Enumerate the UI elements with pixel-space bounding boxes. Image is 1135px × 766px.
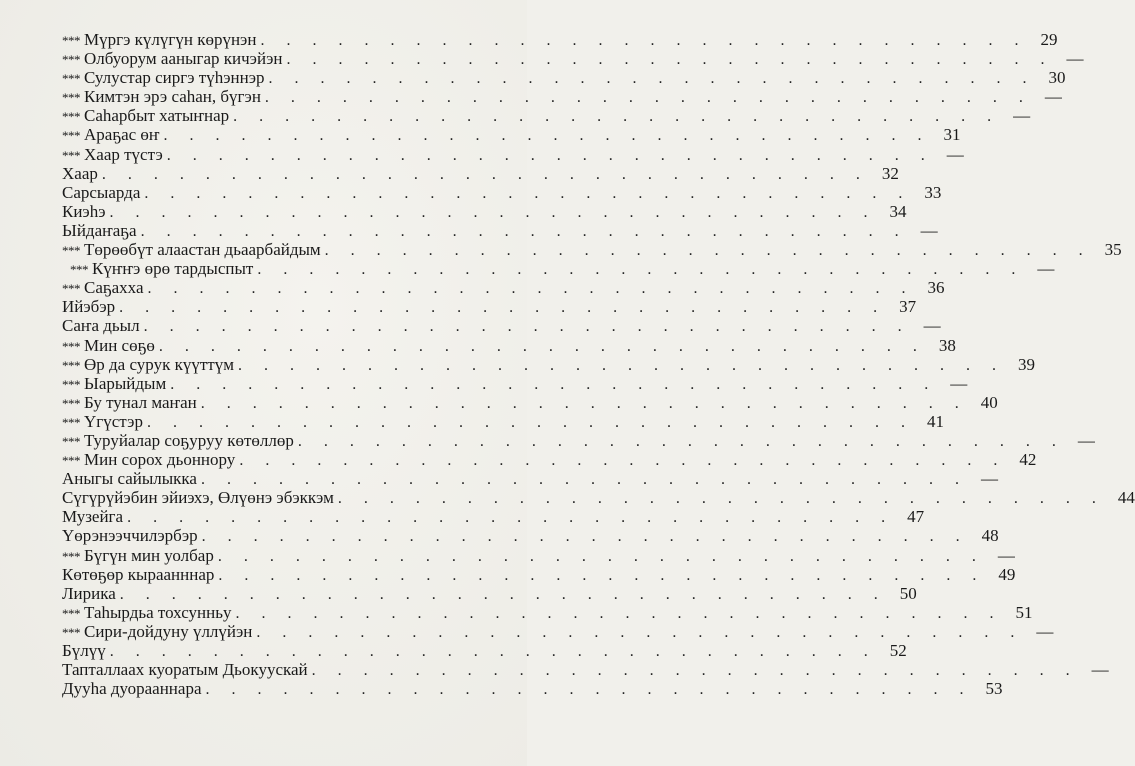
- toc-entry: [62, 144, 964, 164]
- toc-entry: [62, 526, 999, 546]
- toc-entry-title-text: Үөрэнээччилэрбэр: [62, 526, 198, 546]
- dot-leader: . . . . . . . . . . . . . . . . . . . . . . . . . . . . . .: [147, 280, 915, 298]
- toc-entry-title: [62, 355, 234, 375]
- toc-entry: [62, 373, 968, 393]
- dot-leader: . . . . . . . . . . . . . . . . . . . . . . . . . . . . . .: [158, 337, 926, 355]
- toc-entry: [62, 564, 1016, 584]
- toc-entry-title: [62, 336, 155, 356]
- toc-entry: [62, 488, 1135, 508]
- toc-entry-title: [62, 526, 198, 545]
- toc-entry: [62, 297, 917, 317]
- toc-entry: [62, 545, 1015, 565]
- dot-leader: . . . . . . . . . . . . . . . . . . . . . . . . . . . . . .: [127, 509, 895, 527]
- toc-entry-title-text: Хаар түстэ: [84, 144, 163, 164]
- toc-entry-title-text: Көтөҕөр кыраанннар: [62, 564, 215, 584]
- toc-page-number: —: [1013, 106, 1031, 126]
- asterisks-marker: ***: [62, 624, 80, 640]
- toc-page-number: 32: [881, 163, 899, 183]
- dot-leader: . . . . . . . . . . . . . . . . . . . . . . . . . . . . . .: [268, 70, 1036, 88]
- toc-entry-title-text: Аныгы сайылыкка: [62, 469, 197, 489]
- asterisks-marker: ***: [62, 433, 80, 449]
- toc-page-number: 41: [926, 411, 944, 431]
- toc-entry-title-text: Саҕахха: [84, 278, 144, 298]
- toc-page-number: —: [920, 220, 938, 240]
- dot-leader: . . . . . . . . . . . . . . . . . . . . . . . . . . . . . .: [201, 528, 969, 546]
- toc-entry: [62, 220, 938, 240]
- toc-entry-title: [62, 49, 282, 69]
- toc-page-number: 39: [1017, 354, 1035, 374]
- toc-page-number: 50: [899, 583, 917, 603]
- toc-entry-title: [62, 183, 140, 202]
- toc-page-number: 36: [927, 278, 945, 298]
- toc-entry-title: [62, 278, 144, 298]
- asterisks-marker: ***: [62, 128, 80, 144]
- toc-entry-title-text: Хаар: [62, 163, 98, 183]
- toc-entry-title-text: Олбуорум ааныгар кичэйэн: [84, 49, 283, 69]
- asterisks-marker: ***: [62, 357, 80, 373]
- toc-entry-title: [62, 622, 252, 642]
- toc-entry-title-text: Сири-дойдуну үллүйэн: [84, 621, 253, 641]
- toc-entry-title: [62, 164, 98, 183]
- dot-leader: . . . . . . . . . . . . . . . . . . . . . . . . . . . . . .: [200, 471, 968, 489]
- toc-page-number: —: [1036, 621, 1054, 641]
- toc-entry-title: [62, 488, 334, 507]
- toc-page-number: 37: [899, 297, 917, 317]
- asterisks-marker: ***: [62, 90, 80, 106]
- toc-entry: [62, 106, 1031, 126]
- asterisks-marker: ***: [62, 109, 80, 125]
- dot-leader: . . . . . . . . . . . . . . . . . . . . . . . . . . . . . .: [337, 490, 1105, 508]
- dot-leader: . . . . . . . . . . . . . . . . . . . . . . . . . . . . . .: [264, 89, 1032, 107]
- toc-entry-title: [62, 393, 197, 413]
- toc-page-number: 53: [985, 679, 1003, 699]
- asterisks-marker: ***: [62, 52, 80, 68]
- toc-page-number: —: [1066, 49, 1084, 69]
- toc-page-number: —: [997, 545, 1015, 565]
- toc-entry: [62, 125, 961, 145]
- dot-leader: . . . . . . . . . . . . . . . . . . . . . . . . . . . . . .: [101, 165, 869, 183]
- toc-page-number: 42: [1019, 450, 1037, 470]
- toc-entry-title-text: Төрөөбүт алаастан дьаарбайдым: [84, 240, 321, 260]
- toc-page-number: 40: [980, 392, 998, 412]
- toc-entry: [62, 660, 1109, 680]
- toc-page-number: —: [980, 469, 998, 489]
- asterisks-marker: ***: [62, 605, 80, 621]
- toc-entry-title-text: Лирика: [62, 583, 116, 603]
- toc-entry: [62, 469, 998, 489]
- toc-page-number: 47: [907, 507, 925, 527]
- toc-entry-title-text: Сарсыарда: [62, 182, 141, 202]
- asterisks-marker: ***: [62, 453, 80, 469]
- dot-leader: . . . . . . . . . . . . . . . . . . . . . . . . . . . . . .: [239, 452, 1007, 470]
- toc-page-number: 44: [1117, 488, 1135, 508]
- toc-entry-title: [62, 145, 163, 165]
- asterisks-marker: ***: [62, 338, 80, 354]
- toc-entry-title: [62, 87, 261, 107]
- toc-entry: [62, 163, 899, 183]
- asterisks-marker: ***: [62, 281, 80, 297]
- dot-leader: . . . . . . . . . . . . . . . . . . . . . . . . . . . . . .: [235, 604, 1003, 622]
- toc-entry: [62, 621, 1054, 641]
- toc-entry-title-text: Бу тунал маҥан: [84, 392, 197, 412]
- asterisks-marker: ***: [62, 71, 80, 87]
- dot-leader: . . . . . . . . . . . . . . . . . . . . . . . . . . . . . .: [200, 394, 968, 412]
- toc-entry: [62, 392, 998, 412]
- toc-entry-title-text: Саҥа дьыл: [62, 316, 140, 336]
- toc-entry: [62, 507, 925, 527]
- toc-page-number: 49: [998, 564, 1016, 584]
- dot-leader: . . . . . . . . . . . . . . . . . . . . . . . . . . . . . .: [119, 585, 887, 603]
- toc-entry: [62, 259, 1055, 279]
- toc-entry-title: [62, 68, 265, 88]
- toc-entry: [62, 602, 1033, 622]
- toc-entry-title: [62, 469, 197, 488]
- toc-page-number: 51: [1015, 602, 1033, 622]
- toc-page-number: —: [1077, 430, 1095, 450]
- toc-entry-title-text: Ыарыйдым: [84, 373, 167, 393]
- toc-page-number: 34: [889, 201, 907, 221]
- toc-page-number: —: [950, 373, 968, 393]
- toc-entry-title-text: Мүргэ күлүгүн көрүнэн: [84, 30, 257, 49]
- toc-entry-title: [62, 507, 123, 526]
- dot-leader: . . . . . . . . . . . . . . . . . . . . . . . . . . . . . .: [146, 413, 914, 431]
- toc-page-number: —: [923, 316, 941, 336]
- toc-page-number: 38: [938, 335, 956, 355]
- dot-leader: . . . . . . . . . . . . . . . . . . . . . . . . . . . . . .: [140, 222, 908, 240]
- toc-entry: [62, 583, 917, 603]
- dot-leader: . . . . . . . . . . . . . . . . . . . . . . . . . . . . . .: [324, 242, 1092, 260]
- toc-entry-title: [62, 412, 143, 432]
- toc-entry-title: [62, 641, 106, 660]
- dot-leader: . . . . . . . . . . . . . . . . . . . . . . . . . . . . . .: [109, 203, 877, 221]
- toc-page-number: —: [946, 144, 964, 164]
- asterisks-marker: ***: [62, 33, 80, 48]
- toc-page-number: 30: [1048, 68, 1066, 88]
- toc-entry-title: [62, 125, 160, 145]
- dot-leader: . . . . . . . . . . . . . . . . . . . . . . . . . . . . . .: [256, 623, 1024, 641]
- toc-entry-title-text: Мин сорох дьоннору: [84, 450, 236, 470]
- toc-page-number: 48: [981, 526, 999, 546]
- toc-entry-title-text: Өр да сурук күүттүм: [84, 354, 234, 374]
- toc-entry: [62, 68, 1066, 88]
- toc-entry-title-text: Саһарбыт хатыҥнар: [84, 106, 230, 126]
- toc-entry: [62, 87, 1062, 107]
- toc-page-number: —: [1091, 660, 1109, 680]
- toc-page-number: 35: [1104, 240, 1122, 260]
- asterisks-marker: ***: [62, 147, 80, 163]
- table-of-contents: [62, 30, 1135, 699]
- toc-entry-title-text: Кимтэн эрэ саһан, бүгэн: [84, 87, 261, 107]
- toc-entry-title-text: Таһырдьа тохсунньу: [84, 602, 232, 622]
- toc-page-number: —: [1037, 259, 1055, 279]
- asterisks-marker: ***: [62, 395, 80, 411]
- toc-entry: [62, 182, 942, 202]
- toc-entry-title-text: Музейга: [62, 507, 124, 527]
- toc-entry-title-text: Ийэбэр: [62, 297, 116, 317]
- dot-leader: . . . . . . . . . . . . . . . . . . . . . . . . . . . . . .: [237, 356, 1005, 374]
- toc-entry-title-text: Тапталлаах куоратым Дьокуускай: [62, 660, 308, 680]
- toc-entry: [62, 335, 956, 355]
- dot-leader: . . . . . . . . . . . . . . . . . . . . . . . . . . . . . .: [109, 643, 877, 660]
- toc-entry-title: [62, 240, 321, 260]
- toc-entry-title: [70, 259, 253, 279]
- toc-entry-title-text: Бүлүү: [62, 641, 106, 660]
- dot-leader: . . . . . . . . . . . . . . . . . . . . . . . . . . . . . .: [233, 108, 1001, 126]
- toc-entry-title: [62, 297, 115, 316]
- toc-entry-title: [62, 30, 256, 50]
- dot-leader: . . . . . . . . . . . . . . . . . . . . . . . . . . . . . .: [163, 127, 931, 145]
- asterisks-marker: ***: [62, 414, 80, 430]
- dot-leader: . . . . . . . . . . . . . . . . . . . . . . . . . . . . . .: [170, 375, 938, 393]
- dot-leader: . . . . . . . . . . . . . . . . . . . . . . . . . . . . . .: [257, 261, 1025, 279]
- toc-page-number: 33: [924, 182, 942, 202]
- toc-entry-title-text: Бүгүн мин уолбар: [84, 545, 214, 565]
- dot-leader: . . . . . . . . . . . . . . . . . . . . . . . . . . . . . .: [297, 432, 1065, 450]
- toc-entry: [62, 30, 1058, 49]
- toc-entry-title: [62, 316, 140, 335]
- dot-leader: . . . . . . . . . . . . . . . . . . . . . . . . . . . . . .: [143, 318, 911, 336]
- toc-entry-title-text: Күҥҥэ өрө тардыспыт: [92, 259, 254, 279]
- toc-entry: [62, 679, 1003, 699]
- dot-leader: . . . . . . . . . . . . . . . . . . . . . . . . . . . . . .: [217, 547, 985, 565]
- toc-entry: [62, 240, 1122, 260]
- toc-entry: [62, 450, 1037, 470]
- toc-entry: [62, 411, 944, 431]
- toc-entry-title: [62, 374, 166, 394]
- dot-leader: . . . . . . . . . . . . . . . . . . . . . . . . . . . . . .: [205, 681, 973, 699]
- toc-page-number: —: [1044, 87, 1062, 107]
- toc-entry: [62, 316, 941, 336]
- toc-entry-title-text: Ыйдаҥаҕа: [62, 220, 137, 240]
- dot-leader: . . . . . . . . . . . . . . . . . . . . . . . . . . . . . .: [260, 32, 1028, 49]
- toc-entry-title: [62, 221, 137, 240]
- toc-entry: [62, 278, 945, 298]
- toc-entry-title: [62, 660, 308, 679]
- toc-entry-title-text: Дууһа дуорааннара: [62, 679, 202, 699]
- toc-entry-title-text: Туруйалар соҕуруу көтөллөр: [84, 430, 294, 450]
- asterisks-marker: ***: [62, 376, 80, 392]
- asterisks-marker: ***: [62, 548, 80, 564]
- toc-entry-title-text: Сүгүрүйэбин эйиэхэ, Өлүөнэ эбэккэм: [62, 488, 334, 508]
- toc-entry-title-text: Мин сөҕө: [84, 335, 155, 355]
- toc-entry: [62, 430, 1095, 450]
- toc-entry-title: [62, 679, 202, 698]
- toc-entry: [62, 49, 1084, 69]
- toc-entry-title: [62, 565, 214, 584]
- dot-leader: . . . . . . . . . . . . . . . . . . . . . . . . . . . . . .: [311, 662, 1079, 680]
- toc-entry-title: [62, 431, 294, 451]
- toc-entry-title-text: Үгүстэр: [84, 411, 143, 431]
- dot-leader: . . . . . . . . . . . . . . . . . . . . . . . . . . . . . .: [119, 299, 887, 317]
- asterisks-marker: ***: [62, 243, 80, 259]
- toc-page-number: 52: [889, 641, 907, 660]
- toc-entry: [62, 354, 1035, 374]
- toc-entry-title: [62, 106, 229, 126]
- dot-leader: . . . . . . . . . . . . . . . . . . . . . . . . . . . . . .: [144, 184, 912, 202]
- dot-leader: . . . . . . . . . . . . . . . . . . . . . . . . . . . . . .: [166, 146, 934, 164]
- dot-leader: . . . . . . . . . . . . . . . . . . . . . . . . . . . . . .: [218, 566, 986, 584]
- toc-page-number: 29: [1040, 30, 1058, 49]
- toc-entry-title: [62, 202, 106, 221]
- toc-entry: [62, 201, 907, 221]
- toc-entry-title: [62, 603, 231, 623]
- toc-entry: [62, 641, 907, 660]
- toc-entry-title-text: Сулустар сиргэ түһэннэр: [84, 68, 265, 88]
- toc-entry-title: [62, 450, 235, 470]
- toc-entry-title: [62, 584, 116, 603]
- toc-entry-title-text: Киэһэ: [62, 201, 106, 221]
- asterisks-marker: ***: [70, 262, 88, 278]
- toc-entry-title: [62, 546, 214, 566]
- toc-page-number: 31: [943, 125, 961, 145]
- toc-entry-title-text: Араҕас өҥ: [84, 125, 160, 145]
- dot-leader: . . . . . . . . . . . . . . . . . . . . . . . . . . . . . .: [286, 51, 1054, 69]
